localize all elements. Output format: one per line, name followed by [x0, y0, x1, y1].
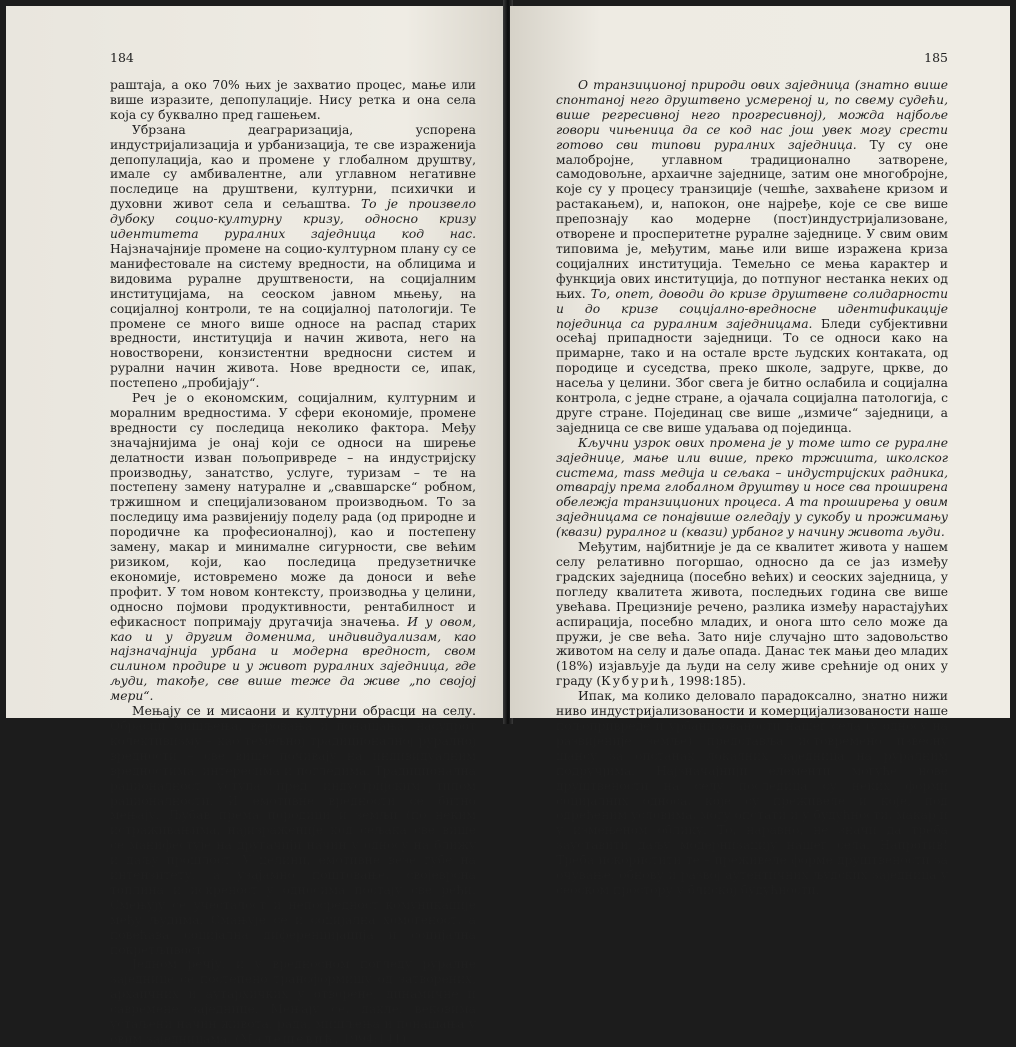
- paragraph: [110, 123, 476, 391]
- text-run: Реч је о економским, социјалним, културним и моралним вредностима. У сфери економије, промене вредности су последица неколико фактора. Међу значајнијима је онај који се односи на ширење делатности изван пољопривреде – на индустријску производњу, занатство, услуге, туризам – те на постепену замену натуралне и „свавшарске“ робном, тржишном и специјализованом производњом. То за последицу има развијенију поделу рада (од природне и породичне ка професионалној), као и постепену замену, макар и минималне сигурности, све већим ризиком, који, као последица предузетничке економије, истовремено може да доноси и веће профит. У том новом контексту, производња у целини, односно појмови продуктивности, рентабилност и ефикасност попримају другачија значења.: [110, 391, 476, 629]
- author-citation: Малешевић: [239, 1032, 335, 1046]
- paragraph: [556, 78, 948, 436]
- left-page-number: 184: [110, 50, 134, 65]
- paragraph: [556, 689, 948, 898]
- paragraph: [110, 78, 476, 123]
- italic-text: И у овом, као и у другим доменима, индивидуализам, као најзначајнија урбана и модерна вредност, свом силином продире и у живот руралних заједница, где људи, такође, све више теже да живе „по својој мери“.: [110, 614, 476, 704]
- text-run: Мењају се и мисаони и културни обрасци на селу. Обрасци мишљења, веровања и понашања, насупрот колективизму – као темељној традиционалној руралној вредности – све више почивају на индивидуалним вредностима, интересима и погледима. Традиционална рационалност уступа пред индустријским типом рационалности. И емотивне вредности се битно мењају. Љубав према породици и земљи (по неким истраживањима, најизраженије код сељака све више се манифестује на другачији начин у односу на ближу и даљу прошлост. У целини, емотивне везе губе на интензитету, а узајамно поштовање, својеврсна топлина и искреност у односима постају све ређи. Смењују се учесталост и непосредност комуникације међу људима. Смањује се и социјална хомогеност, а повећава социјална диференцијација и социјална покретљивост.: [110, 704, 476, 957]
- text-run: Бледи субјективни осећај припадности заједници. То се односи како на примарне, тако и на остале врсте људских контаката, од породице и суседства, преко школе, задруге, цркве, до насеља у целини. Због свега је битно ослабила и социјална контрола, с једне стране, а ојачала социјална патологија, с друге стране. Појединац све више „измиче“ заједници, а заједница се све више удаљава од појединца.: [556, 316, 948, 435]
- paragraph: [556, 436, 948, 540]
- left-page-body: [110, 78, 476, 1047]
- paragraph: [110, 704, 476, 957]
- author-citation: Кубурић: [601, 674, 671, 689]
- text-run: Ипак, ма колико деловало парадоксално, знатно нижи ниво индустријализованости и комерцијализованости наше пољопривреде и урбанизованости нашег села (у односу на развијеније земље) представља истовремено извесну шансу за опстанак локалних заједница на руралним подручјима. Најзначајнији елементи могуће нове друштвености на селу последица су неких форми социјалних односа, које су преживеле и које, под одређеним условима, могу опстати и у будућности, макар и у измењеном облику. То, наравно, не значи да треба зауставити даљу модернизацију нашег села. Напротив! Треба искористити те – преживеле форме друштвености за очување, обнову и развој аутентичних људских заједница у сеоском простору у блиској будућности.: [556, 689, 948, 897]
- text-run: Ту су оне малобројне, углавном традиционално затворене, самодовољне, архаичне заједнице, затим оне многобројне, које су у процесу транзиције (чешће, захваћене кризом и растакањем), и, напокон, оне најређе, које се све више препознају као модерне (пост)индустријализоване, отворене и просперитетне руралне заједнице. У свим овим типовима је, међутим, мање или више изражена криза социјалних институција. Темељно се мења карактер и функција ових институција, до потпуног нестанка неких од њих.: [556, 137, 948, 301]
- right-page-number: 185: [924, 50, 948, 65]
- text-run: Најзначајније промене на социо-културном плану су се манифестовале на систему вредности, на облицима и видовима руралне друштвености, на социјалним институцијама, на сеоском јавном мњењу, на социјалној контроли, те на социјалној патологији. Те промене се много више односе на распад старих вредности, институција и начин живота, него на новостворени, конзистентни вредносни систем и рурални начин живота. Нове вредности се, ипак, постепено „пробијају“.: [110, 241, 476, 391]
- text-run: Једном речју, и у вредносном погледу руралне заједнице се постепено трансформишу од затворених, архаичних и аутархичких у отворене, динамичне и савремене заједнице. Мењају се, дакле, вековима устаљени начин живота, рада, мишљења и понашања у овим заједницама. (: [110, 957, 476, 1046]
- text-run: Међутим, најбитније је да се квалитет живота у нашем селу релативно погоршао, односно да се јаз између градских заједница (посебно већих) и сеоских заједница, у погледу квалитета живота, последњих година све више увећава. Прецизније речено, разлика између нарастајућих аспирација, посебно младих, и онога што село може да пружи, је све већа. Зато није случајно што задовољство животом на селу и даље опада. Данас тек мањи део младих (18%) изјављује да људи на селу живе срећније од оних у граду (: [556, 540, 948, 689]
- italic-text: О транзиционој природи ових заједница (знатно више спонтаној него друштвено усмереној и, по свему судећи, више регресивној него прогресивној), можда најбоље говори чињеница да се код нас још увек могу срести готово сви типови руралних заједница.: [556, 78, 948, 152]
- italic-text: То, опет, доводи до кризе друштвене солидарности и до кризе социјално-вредносне идентификације појединца са руралним заједницама.: [556, 286, 948, 331]
- text-run: , 1998:185).: [670, 674, 746, 689]
- paragraph: [110, 957, 476, 1046]
- paragraph: [110, 391, 476, 704]
- text-run: раштаја, а око 70% њих је захватио процес, мање или више изразите, депопулације. Нису ретка и она села која су буквално пред гашењем.: [110, 78, 476, 122]
- paragraph: [556, 540, 948, 689]
- text-run: , 1994:141): [334, 1032, 407, 1046]
- left-page: [6, 6, 506, 1046]
- italic-text: То је произвело дубоку социо-културну кризу, односно кризу идентитета руралних заједница код нас.: [110, 197, 476, 242]
- italic-text: Кључни узрок ових промена је у томе што се руралне заједнице, мање или више, преко тржишта, школског система, mass медија и сељака – индустријских радника, отварају према глобалном друштву и носе сва проширена обележја транзиционих процеса. А та проширења у овим заједницама се понајвише огледају у сукобу и прожимању (квази) руралног и (квази) урбаног у начину живота људи.: [556, 435, 948, 540]
- right-page-body: [556, 78, 948, 898]
- text-run: Убрзана деаграризација, успорена индустријализација и урбанизација, те све израженија депопулација, као и промене у глобалном друштву, имале су амбивалентне, али углавном негативне последице на друштвени, културни, психички и духовни живот села и сељаштва.: [110, 122, 476, 212]
- right-page: [510, 6, 1010, 897]
